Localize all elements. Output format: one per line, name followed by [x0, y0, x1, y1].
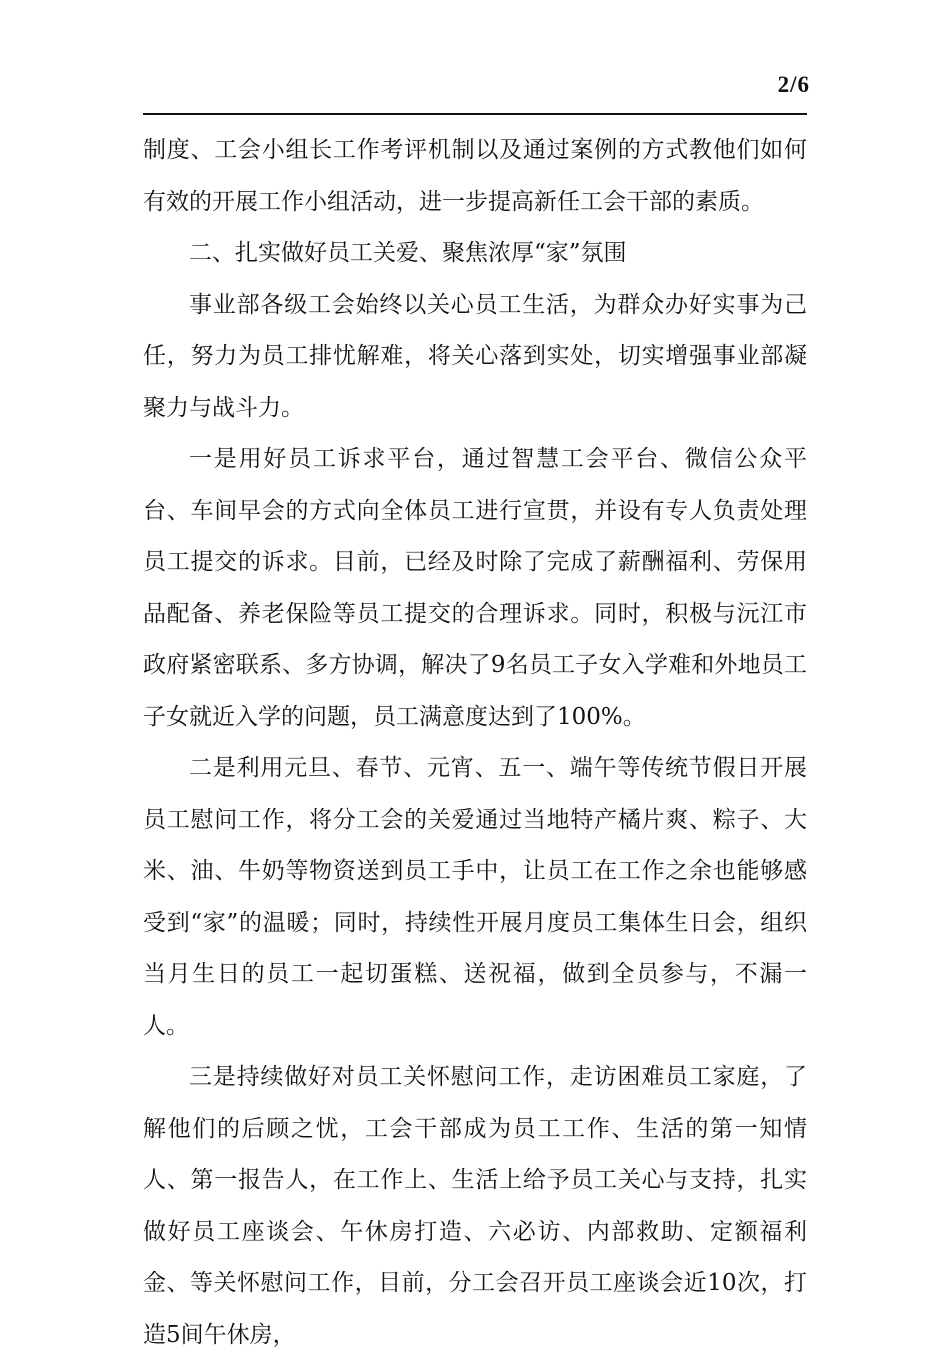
paragraph: 二是利用元旦、春节、元宵、五一、端午等传统节假日开展员工慰问工作，将分工会的关爱通过当地特产橘片爽、粽子、大米、油、牛奶等物资送到员工手中，让员工在工作之余也能够感受到“家”的温暖；同时，持续性开展月度员工集体生日会，组织当月生日的员工一起切蛋糕、送祝福，做到全员参与，不漏一人。: [143, 755, 807, 1039]
header-rule: [143, 113, 807, 115]
paragraph-continuation: 制度、工会小组长工作考评机制以及通过案例的方式教他们如何有效的开展工作小组活动，进一步提高新任工会干部的素质。: [143, 137, 807, 215]
section-heading: 二、扎实做好员工关爱、聚焦浓厚“家”氛围: [189, 240, 627, 266]
paragraph: 事业部各级工会始终以关心员工生活，为群众办好实事为己任，努力为员工排忧解难，将关心落到实处，切实增强事业部凝聚力与战斗力。: [143, 291, 807, 421]
page-number: 2/6: [777, 72, 810, 97]
body-text: [143, 125, 807, 1361]
paragraph: 三是持续做好对员工关怀慰问工作，走访困难员工家庭，了解他们的后顾之忧，工会干部成为员工工作、生活的第一知情人、第一报告人，在工作上、生活上给予员工关心与支持，扎实做好员工座谈会、午休房打造、六必访、内部救助、定额福利金、等关怀慰问工作，目前，分工会召开员工座谈会近10次，打造5间午休房，: [143, 1064, 807, 1348]
paragraph: 一是用好员工诉求平台，通过智慧工会平台、微信公众平台、车间早会的方式向全体员工进行宣贯，并设有专人负责处理员工提交的诉求。目前，已经及时除了完成了薪酬福利、劳保用品配备、养老保险等员工提交的合理诉求。同时，积极与沅江市政府紧密联系、多方协调，解决了9名员工子女入学难和外地员工子女就近入学的问题，员工满意度达到了100%。: [143, 446, 807, 730]
